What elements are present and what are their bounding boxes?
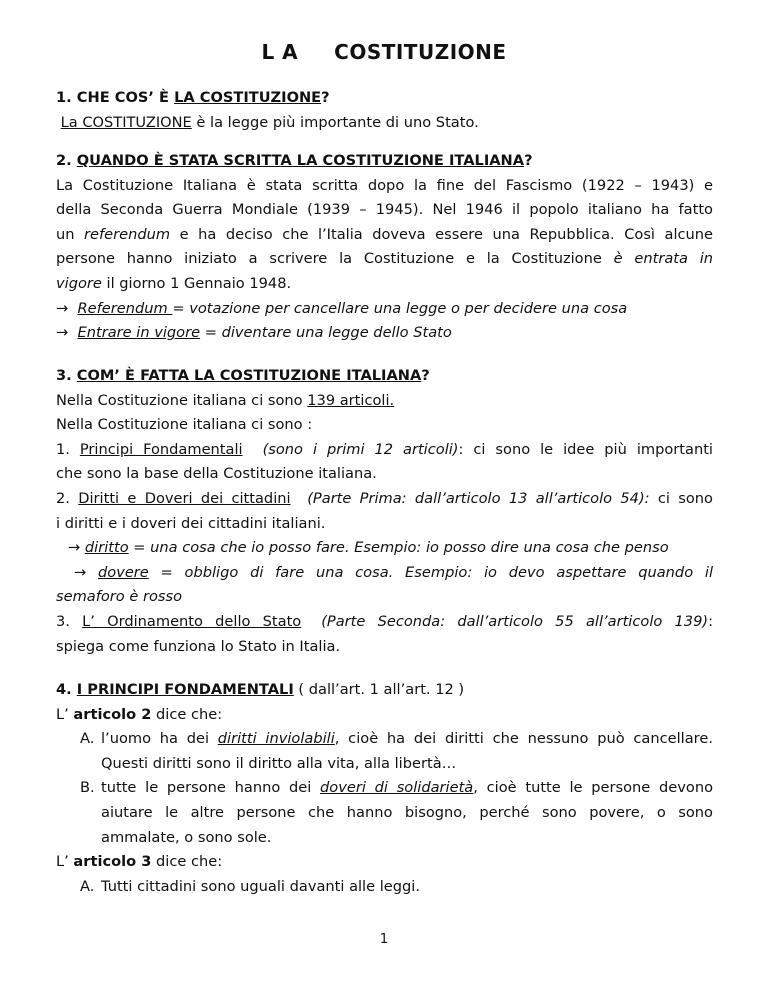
heading-text: LA COSTITUZIONE	[174, 89, 322, 106]
item-note: (Parte Prima: dall’articolo 13 all’articolo 54):	[307, 489, 650, 507]
article-2-point-a-cont: Questi diritti sono il diritto alla vita, alla libertà…	[101, 754, 457, 772]
heading-number: 4.	[56, 681, 77, 698]
title-part-1: L A	[261, 40, 299, 64]
italic-term: vigore	[56, 274, 102, 292]
text: dice che:	[151, 705, 223, 723]
title-part-2: COSTITUZIONE	[334, 40, 507, 64]
item-note: (Parte Seconda: dall’articolo 55 all’articolo 139)	[321, 612, 709, 630]
heading-end: ?	[524, 152, 533, 169]
definition-referendum	[56, 297, 713, 322]
definition-dovere	[56, 561, 713, 586]
list-item-1-cont: che sono la base della Costituzione italiana.	[56, 465, 377, 483]
heading-number: 1. CHE COS’ È	[56, 89, 175, 106]
term: dovere	[98, 563, 149, 581]
text: il giorno 1 Gennaio 1948.	[101, 274, 292, 292]
text: , cioè ha dei diritti che nessuno può cancellare.	[334, 730, 713, 748]
arrow-icon: →	[68, 539, 85, 557]
arrow-icon: →	[74, 563, 98, 581]
definition: = votazione per cancellare una legge o per decidere una cosa	[172, 299, 628, 317]
paragraph-line: Nella Costituzione italiana ci sono :	[56, 416, 313, 434]
article-label: articolo 3	[73, 853, 152, 871]
item-text: : ci sono le idee più importanti	[458, 440, 713, 458]
section-3	[56, 364, 713, 659]
article-label: articolo 2	[73, 705, 152, 723]
text: e ha deciso che l’Italia doveva essere una Repubblica. Così alcune	[170, 225, 713, 243]
definition-dovere-cont: semaforo è rosso	[56, 588, 183, 606]
list-marker: A.	[80, 877, 95, 895]
italic-term: referendum	[84, 225, 171, 243]
section-1-heading	[56, 86, 713, 111]
term: Referendum	[77, 299, 173, 317]
text: , cioè tutte le persone devono	[473, 779, 713, 797]
text: Tutti cittadini sono uguali davanti alle leggi.	[101, 877, 420, 895]
term: diritti inviolabili	[217, 730, 335, 748]
item-text: :	[708, 612, 713, 630]
list-item-2	[56, 487, 713, 512]
section-2	[56, 149, 713, 346]
paragraph-line: della Seconda Guerra Mondiale (1939 – 1945). Nel 1946 il popolo italiano ha fatto	[56, 201, 713, 219]
item-title: Principi Fondamentali	[79, 440, 243, 458]
heading-text: COM’ È FATTA LA COSTITUZIONE ITALIANA	[76, 367, 422, 384]
item-number: 1.	[56, 440, 80, 458]
text: l’uomo ha dei	[101, 730, 218, 748]
page-number: 1	[379, 932, 389, 947]
arrow-icon: →	[56, 299, 69, 317]
definition: = obbligo di fare una cosa. Esempio: io devo aspettare quando il	[148, 563, 713, 581]
text: Nella Costituzione italiana ci sono	[56, 391, 308, 409]
article-2-point-b	[56, 776, 713, 801]
list-marker: B.	[80, 779, 95, 797]
heading-end: ?	[421, 367, 430, 384]
item-text: ci sono	[649, 489, 713, 507]
heading-number: 3.	[56, 367, 77, 384]
italic-term: è entrata in	[613, 250, 713, 268]
article-3-intro	[56, 850, 713, 875]
list-item-3-cont: spiega come funziona lo Stato in Italia.	[56, 637, 341, 655]
article-2-point-b-cont: aiutare le altre persone che hanno bisogno, perché sono povere, o sono	[101, 803, 713, 821]
section-4	[56, 678, 713, 899]
item-title: L’ Ordinamento dello Stato	[82, 612, 302, 630]
paragraph-line	[56, 247, 713, 272]
arrow-icon: →	[56, 324, 69, 342]
definition-diritto	[56, 536, 713, 561]
text: persone hanno iniziato a scrivere la Costituzione e la Costituzione	[56, 250, 614, 268]
article-2-intro	[56, 703, 713, 728]
section-2-heading	[56, 149, 713, 174]
text: L’	[56, 705, 74, 723]
list-item-1	[56, 438, 713, 463]
paragraph-line	[56, 389, 713, 414]
section-1	[56, 86, 713, 135]
list-marker: A.	[80, 730, 95, 748]
paragraph-line: La Costituzione Italiana è stata scritta dopo la fine del Fascismo (1922 – 1943) e	[56, 176, 713, 194]
item-note: (sono i primi 12 articoli)	[262, 440, 459, 458]
articles-count: 139 articoli.	[307, 391, 395, 409]
page-title	[0, 40, 768, 64]
list-item-2-cont: i diritti e i doveri dei cittadini italiani.	[56, 514, 326, 532]
section-3-heading	[56, 364, 713, 389]
paragraph-line	[56, 272, 713, 297]
heading-end: ?	[321, 89, 330, 106]
article-2-point-a	[56, 727, 713, 752]
item-number: 3.	[56, 612, 83, 630]
article-3-point-a	[56, 875, 713, 900]
term: diritto	[84, 539, 129, 557]
item-number: 2.	[56, 489, 79, 507]
section-4-heading	[56, 678, 713, 703]
term: Entrare in vigore	[77, 324, 201, 342]
heading-range: ( dall’art. 1 all’art. 12 )	[293, 681, 465, 698]
text: un	[56, 225, 85, 243]
heading-number: 2.	[56, 152, 77, 169]
paragraph-line	[56, 223, 713, 248]
list-item-3	[56, 610, 713, 635]
item-title: Diritti e Doveri dei cittadini	[78, 489, 291, 507]
answer-underlined: La COSTITUZIONE	[60, 113, 192, 131]
definition: = diventare una legge dello Stato	[200, 324, 452, 342]
definition: = una cosa che io posso fare. Esempio: io posso dire una cosa che penso	[128, 539, 669, 557]
heading-text: QUANDO È STATA SCRITTA LA COSTITUZIONE ITALIANA	[76, 152, 525, 169]
article-2-point-b-cont: ammalate, o sono sole.	[101, 828, 272, 846]
text: tutte le persone hanno dei	[101, 779, 321, 797]
text: dice che:	[151, 853, 223, 871]
answer-text: è la legge più importante di uno Stato.	[191, 113, 479, 131]
text: L’	[56, 853, 74, 871]
definition-vigore	[56, 321, 713, 346]
heading-text: I PRINCIPI FONDAMENTALI	[76, 681, 294, 698]
term: doveri di solidarietà	[320, 779, 474, 797]
section-1-answer	[56, 111, 713, 136]
